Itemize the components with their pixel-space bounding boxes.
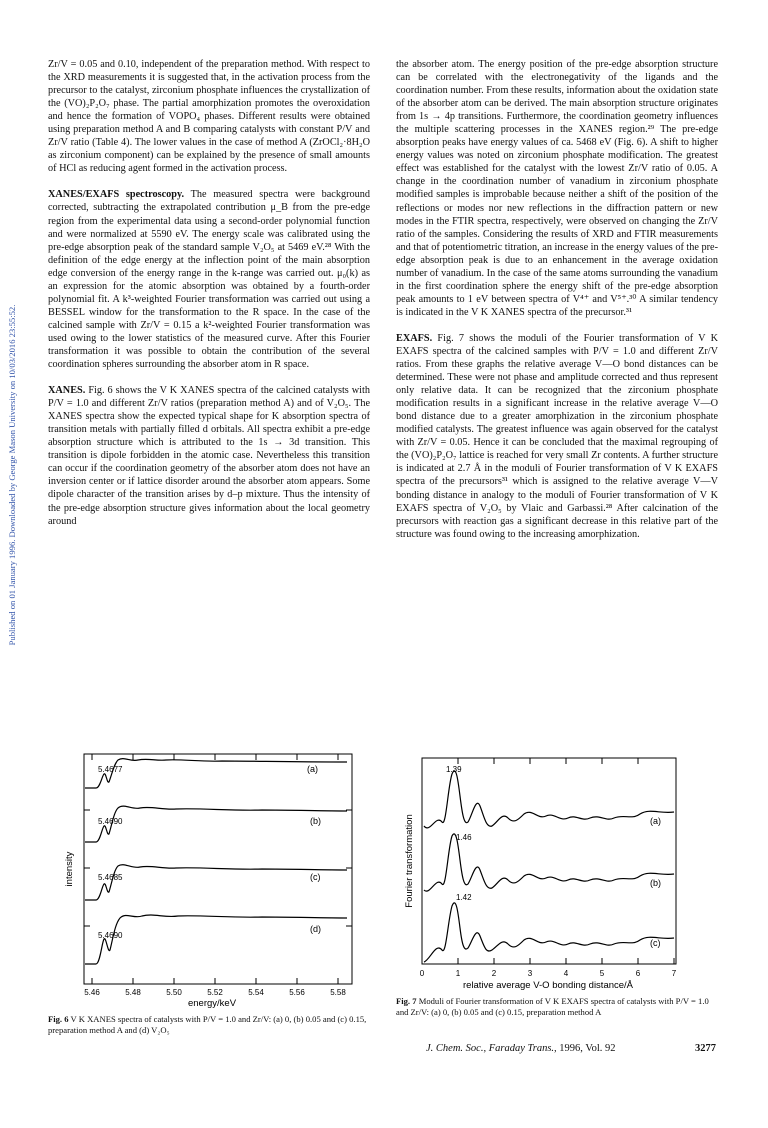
left-column [48, 58, 370, 528]
left-paragraph-2 [48, 188, 370, 371]
journal-name: J. Chem. Soc., Faraday Trans., [426, 1043, 557, 1054]
fig7-curve-b [424, 834, 674, 891]
fig6-label-a: (a) [307, 764, 318, 774]
fig6-tick-label: 5.52 [207, 988, 223, 997]
download-watermark [5, 250, 19, 700]
right-paragraph-2-body: Fig. 7 shows the moduli of the Fourier transformation of V K EXAFS spectra of the calcined samples with P/V = 1.0 and different Zr/V ratios. From these graphs the relative average V—O bond distances can be determined. These were not phase and amplitude corrected and thus represent only relative data. It can be recognized that the zirconium phosphate modification results in a significant increase in the relative average V—O bond distance due to a greater amorphization in the zirconium phosphate modified catalysts. The greatest influence was again observed for the catalyst with Zr/V = 0.05. Hence it can be concluded that the maximal regrouping of the (VO)₂P₂O₇ lattice is reached for very small Zr contents. A further structure is indicated at 2.7 Å in the moduli of Fourier transformation of V K EXAFS spectra of the precursors³¹ which is assigned to the relative average V—V bonding distance in analogy to the moduli of Fourier transformation of V K EXAFS spectra of V₂O₅ by Vlaic and Garbassi.²⁸ After calcination of the precursors with reaction gas a significant decrease in this relative part of the structure was found owing to the increasing amorphization. [396, 332, 719, 540]
fig7-peak-c: 1.42 [456, 893, 472, 902]
fig6-caption-text: V K XANES spectra of catalysts with P/V = 1.0 and Zr/V: (a) 0, (b) 0.05 and (c) 0.15, preparation method A and (d) V₂O₅ [48, 1014, 367, 1035]
fig6-tick-label: 5.50 [166, 988, 182, 997]
fig6-y-axis-label: intensity [64, 851, 75, 887]
fig7-label-a: (a) [650, 816, 661, 826]
fig7-label-c: (c) [650, 938, 661, 948]
fig7-x-axis-label: relative average V-O bonding distance/Å [462, 980, 634, 991]
section-heading-xanes-exafs: XANES/EXAFS spectroscopy. [48, 189, 185, 201]
fig6-tick-label: 5.46 [84, 988, 100, 997]
fig6-peak-b: 5.4690 [98, 817, 123, 826]
fig6-peak-a: 5.4677 [98, 765, 123, 774]
fig7-curve-c [424, 903, 674, 962]
figure-7-caption [396, 996, 718, 1018]
section-heading-exafs: EXAFS. [396, 332, 433, 344]
fig7-label-b: (b) [650, 878, 661, 888]
right-paragraph-2 [396, 332, 718, 541]
figure-6 [52, 752, 372, 1012]
journal-year-volume: 1996, Vol. 92 [559, 1043, 616, 1054]
page-number: 3277 [695, 1043, 716, 1054]
fig7-peak-b: 1.46 [456, 833, 472, 842]
fig7-tick-label: 0 [419, 969, 425, 978]
fig6-curve-b [85, 806, 347, 842]
right-paragraph-1: the absorber atom. The energy position of the pre-edge absorption structure can be correlated with the electronegativity of the ligands and the coordination number. From these results, information about the oxidation state of the absorber atom can be derived. The main absorption structure originates from 1s → 4p transitions. Furthermore, the coordination geometry influences the multiple scattering processes in the XANES region.²⁹ The pre-edge absorption peaks have energy values of ca. 5468 eV (Fig. 6). A shift to higher energy values was noted on zirconium phosphate modification. The greatest effect was established for the catalyst with the lowest Zr/V ratio of 0.05. A change in the coordination number of vanadium in zirconium phosphate modified samples is improbable because neither a shift of the position of the reflections or modes nor new reflections in the diffraction pattern or new modes in the FTIR spectra, respectively, were observed on changing the Zr/V ratio of the samples. Considering the results of XRD and FTIR measurements and that of potentiometric titration, an increase in the energy values of the pre-edge absorption peak is due to an enhancement in the average oxidation number of vanadium. In the case of the same atoms surrounding the vanadium in the first coordination sphere the energy shift of the pre-edge absorption peak amounts to 1 eV between spectra of V⁴⁺ and V⁵⁺.³⁰ A similar tendency is indicated in the V K XANES spectra of the precursor.³¹ [396, 59, 718, 318]
fig6-label-d: (d) [310, 924, 321, 934]
fig6-tick-label: 5.56 [289, 988, 305, 997]
fig6-peak-c: 5.4685 [98, 873, 123, 882]
fig7-tick-label: 3 [527, 969, 533, 978]
left-paragraph-3-body: Fig. 6 shows the V K XANES spectra of the calcined catalysts with P/V = 1.0 and different Zr/V ratios (preparation method A) and of V₂O₅. The XANES spectra show the expected typical shape for K absorption spectra of transition metals with partially filled d orbitals. All spectra exhibit a pre-edge absorption structure which is attributed to the 1s → 3d transition. This transition is dipole forbidden in the atomic case. Nevertheless this transition can occur if the coordination geometry of the absorber atom does not have an inversion center or if lattice disorder around the absorber atom appears. Some dipole character of the transition arises by d–p mixture. Thus the intensity of the pre-edge absorption structure gives information about the local geometry around [48, 385, 370, 527]
fig6-label-b: (b) [310, 816, 321, 826]
fig6-tick-labels [84, 988, 346, 997]
fig6-peak-d: 5.4690 [98, 931, 123, 940]
section-heading-xanes: XANES. [48, 385, 86, 397]
fig7-tick-label: 1 [455, 969, 461, 978]
page-footer [426, 1043, 726, 1054]
fig6-curves [85, 759, 347, 964]
left-paragraph-1: Zr/V = 0.05 and 0.10, independent of the preparation method. With respect to the XRD measurements it is suggested that, in the activation process from the precursor to the catalyst, zirconium phosphate influences the crystallization of the (VO)₂P₂O₇ phase. The partial amorphization promotes the overoxidation and hence the formation of VOPO₄ phases. Different results were obtained using preparation method A and B comparing catalysts with constant P/V and Zr/V ratio (Table 4). The lower values in the case of method A (ZrOCl₂·8H₂O as zirconium component) can be explained by the presence of small amounts of HCl as reducing agent formed in the activation process. [48, 59, 370, 175]
figure-6-plot [52, 752, 372, 1012]
fig7-tick-label: 6 [635, 969, 641, 978]
fig6-tick-label: 5.54 [248, 988, 264, 997]
figure-6-caption [48, 1014, 372, 1036]
fig7-tick-label: 4 [563, 969, 569, 978]
figure-7 [400, 756, 720, 992]
fig7-curves [424, 771, 674, 962]
fig7-peak-a: 1.39 [446, 765, 462, 774]
figure-7-plot [400, 756, 720, 992]
download-watermark-text: Published on 01 January 1996. Downloaded by George Mason University on 10/03/2016 23:55:52. [7, 304, 17, 646]
fig7-y-axis-label: Fourier transformation [404, 814, 415, 908]
right-column [396, 58, 718, 541]
fig7-curve-a [424, 771, 674, 828]
fig6-label-c: (c) [310, 872, 321, 882]
fig7-tick-label: 7 [671, 969, 677, 978]
fig6-tick-label: 5.58 [330, 988, 346, 997]
left-paragraph-3 [48, 384, 370, 528]
fig7-tick-label: 2 [491, 969, 497, 978]
fig6-tick-label: 5.48 [125, 988, 141, 997]
fig6-curve-d [85, 915, 347, 964]
fig7-tick-label: 5 [599, 969, 605, 978]
fig7-caption-text: Moduli of Fourier transformation of V K EXAFS spectra of catalysts with P/V = 1.0 and Zr/V: (a) 0, (b) 0.05 and (c) 0.15, preparation method A [396, 996, 709, 1017]
fig7-caption-label: Fig. 7 [396, 996, 417, 1006]
fig7-tick-labels [420, 969, 677, 978]
fig6-x-axis-label: energy/keV [187, 998, 237, 1009]
fig6-curve-c [85, 865, 347, 900]
left-paragraph-2-body: The measured spectra were background corrected, subtracting the extrapolated contribution μ_B from the pre-edge region from the experimental data using a second-order polynomial function and were normalized at 5590 eV. The energy scale was calibrated using the pre-edge absorption peak of the standard sample V₂O₅ at 5469 eV.²⁸ With the definition of the edge energy at the inflection point of the main absorption edge conversion of the energy range in the k-range was carried out. μ₀(k) as an expression for the atomic absorption was obtained by a fourth-order polynomial fit. A k³-weighted Fourier transformation was carried out using a BESSEL window for the transformation to the R space. In the case of the calcined sample with Zr/V = 0.15 a k²-weighted Fourier transformation was used owing to the lower statistics of the measured curve. After this Fourier transformation it was possible to obtain the contribution of the several coordination spheres surrounding the absorber atom in R space. [48, 189, 370, 371]
fig6-caption-label: Fig. 6 [48, 1014, 69, 1024]
